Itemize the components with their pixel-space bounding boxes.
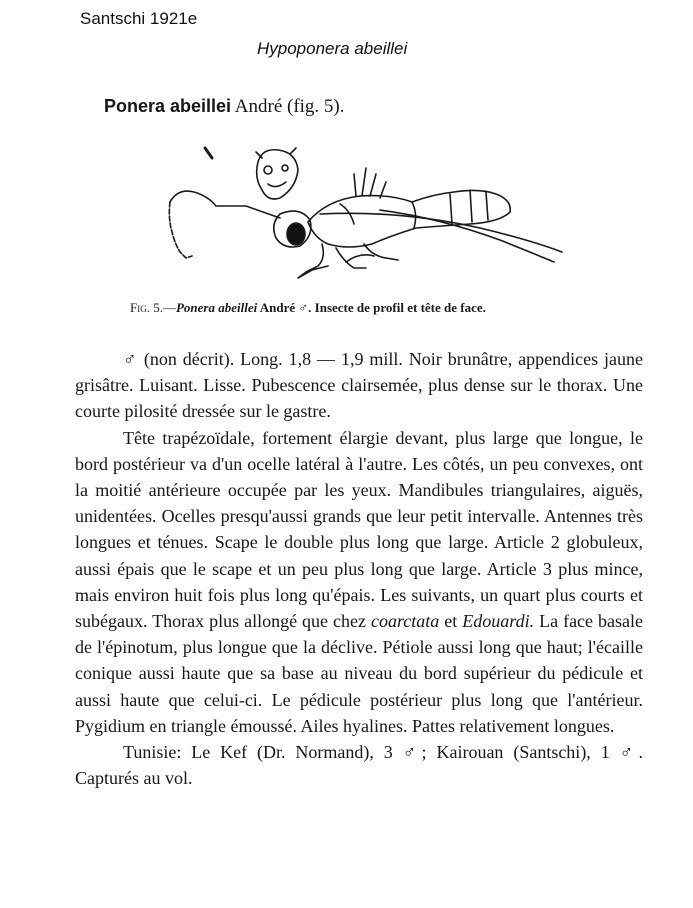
species-description [75,346,643,791]
reference-label: Santschi 1921e [80,9,198,28]
caption-label: Fig. 5.— [130,300,176,315]
species-heading [104,96,345,118]
morphology-text-part2: La face basale de l'épinotum, plus longue que la déclive. Pétiole aussi long que haut; l'écaille conique aussi haute que sa base au niveau du bord supérieur du pédicule et aussi haute que celui-ci. Le pédicule postérieur plus long que l'antérieur. Pygidium en triangle émoussé. Ailes hyalines. Pattes relativement longues. [75,611,643,736]
paragraph-localities: Tunisie: Le Kef (Dr. Normand), 3 ♂; Kairouan (Santschi), 1 ♂. Capturés au vol. [75,742,643,789]
paragraph-male-description: ♂ (non décrit). Long. 1,8 — 1,9 mill. Noir brunâtre, appendices jaune grisâtre. Luisant. Lisse. Pubescence clairsemée, plus dense sur le thorax. Une courte pilosité dressée sur le gastre. [75,349,643,422]
species-edouardi: Edouardi. [462,611,535,632]
insect-figure [150,140,580,290]
conjunction: et [444,611,458,632]
caption-species: Ponera abeillei [175,300,258,315]
caption-text: André ♂. Insecte de profil et tête de face. [259,300,486,315]
paragraph-morphology [75,425,643,739]
insect-illustration [150,140,580,290]
morphology-text-part1: Tête trapézoïdale, fortement élargie devant, plus large que longue, le bord postérieur va d'un ocelle latéral à l'autre. Les côtés, un peu convexes, ont la moitié antérieure occupée par les yeux. Mandibules triangulaires, aiguës, unidentées. Ocelles presqu'aussi grands que leur petit intervalle. Antennes très longues et ténues. Scape le double plus long que large. Article 2 globuleux, aussi épais que le scape et un peu plus long que large. Article 3 plus mince, mais environ huit fois plus long qu'épais. Les suivants, un quart plus courts et subégaux. Thorax plus allongé que chez [75,427,643,632]
species-name: Ponera abeillei [104,96,232,116]
species-coarctata: coarctata [370,611,440,632]
figure-caption [130,300,486,316]
species-authority: André (fig. 5). [234,96,345,117]
current-name-label: Hypoponera abeillei [257,39,408,58]
